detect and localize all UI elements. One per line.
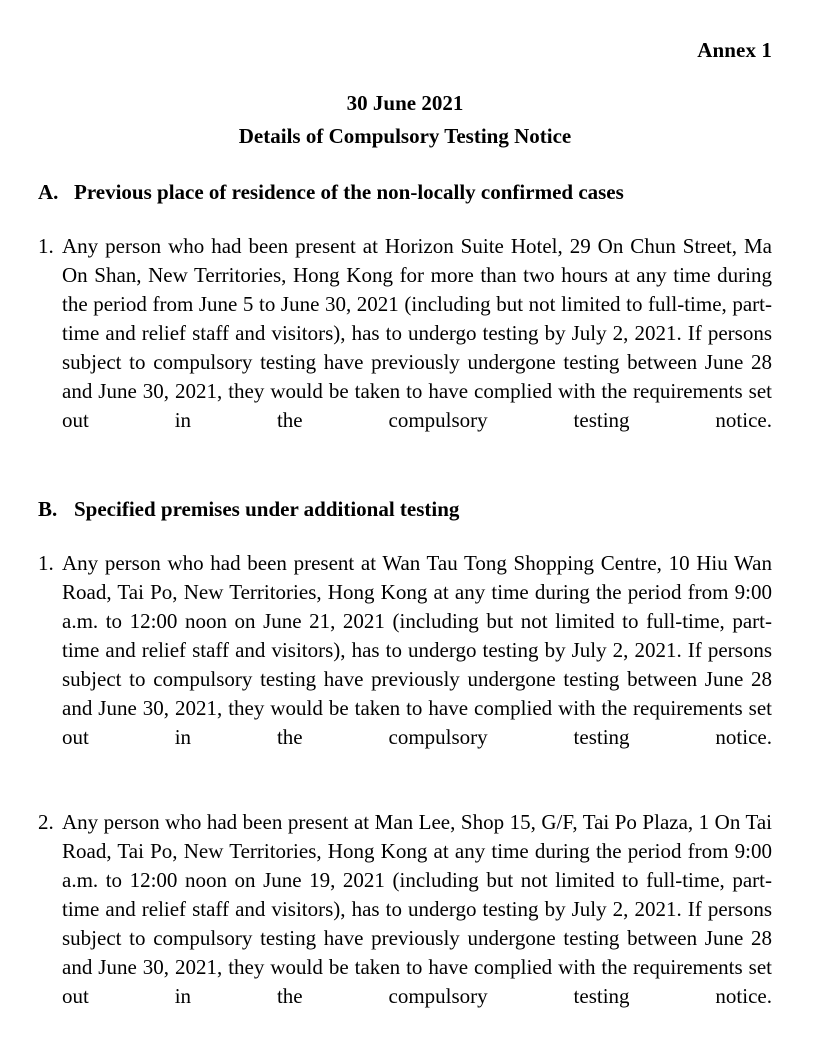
section-heading-text-a: Previous place of residence of the non-locally confirmed cases: [74, 180, 624, 204]
section-letter-a: A.: [38, 180, 59, 204]
list-item-text: Any person who had been present at Wan Tau Tong Shopping Centre, 10 Hiu Wan Road, Tai Po, New Territories, Hong Kong at any time during the period from 9:00 a.m. to 12:00 noon on June 21, 2021 (including but not limited to full-time, part-time and relief staff and visitors), has to undergo testing by July 2, 2021. If persons subject to compulsory testing have previously undergone testing between June 28 and June 30, 2021, they would be taken to have complied with the requirements set out in the compulsory testing notice.: [62, 551, 772, 749]
list-item-text: Any person who had been present at Man Lee, Shop 15, G/F, Tai Po Plaza, 1 On Tai Road, Tai Po, New Territories, Hong Kong at any time during the period from 9:00 a.m. to 12:00 noon on June 19, 2021 (including but not limited to full-time, part-time and relief staff and visitors), has to undergo testing by July 2, 2021. If persons subject to compulsory testing have previously undergone testing between June 28 and June 30, 2021, they would be taken to have complied with the requirements set out in the compulsory testing notice.: [62, 810, 772, 1008]
list-item: [38, 781, 772, 1040]
list-item-number: 1.: [38, 234, 54, 258]
list-item: [38, 205, 772, 464]
section-heading-b: [38, 464, 772, 522]
section-letter-b: B.: [38, 497, 58, 521]
section-heading-a: [38, 147, 772, 205]
section-heading-text-b: Specified premises under additional testing: [74, 497, 460, 521]
document-date: 30 June 2021: [346, 91, 464, 115]
document-content: [38, 0, 772, 1040]
list-item-number: 2.: [38, 810, 54, 834]
list-item-number: 1.: [38, 551, 54, 575]
list-item-text: Any person who had been present at Horizon Suite Hotel, 29 On Chun Street, Ma On Shan, New Territories, Hong Kong for more than two hours at any time during the period from June 5 to June 30, 2021 (including but not limited to full-time, part-time and relief staff and visitors), has to undergo testing by July 2, 2021. If persons subject to compulsory testing have previously undergone testing between June 28 and June 30, 2021, they would be taken to have complied with the requirements set out in the compulsory testing notice.: [62, 234, 772, 432]
annex-label: Annex 1: [697, 38, 772, 62]
page-title: Details of Compulsory Testing Notice: [238, 124, 572, 148]
list-item: [38, 522, 772, 781]
